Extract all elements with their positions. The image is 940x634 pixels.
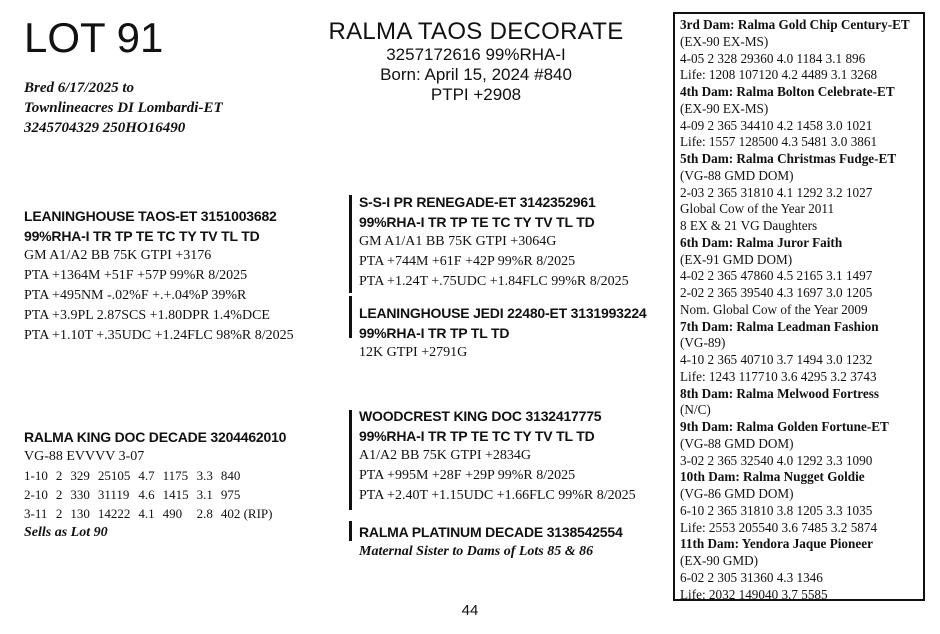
bred-info (24, 78, 223, 138)
sire-line: PTA +1364M +51F +57P 99%R 8/2025 (24, 268, 248, 283)
table-row (24, 466, 280, 485)
bred-line: Townlineacres DI Lombardi-ET (24, 100, 223, 116)
ancestor-dam-detail: 2-03 2 365 31810 4.1 1292 3.2 1027 (680, 184, 873, 200)
record-cell: 25105 (97, 468, 131, 483)
sire-sire-line: PTA +1.24T +.75UDC +1.84FLC 99%R 8/2025 (359, 274, 629, 289)
ancestor-dam-detail: (VG-88 GMD DOM) (680, 435, 794, 451)
sire-line: PTA +3.9PL 2.87SCS +1.80DPR 1.4%DCE (24, 308, 270, 323)
dam-sire-name: WOODCREST KING DOC 3132417775 (359, 408, 602, 424)
record-cell: 4.7 (138, 468, 155, 483)
ancestor-dam-detail: Life: 1208 107120 4.2 4489 3.1 3268 (680, 67, 878, 83)
ancestor-dam-detail: Nom. Global Cow of the Year 2009 (680, 301, 868, 317)
pedigree-bracket (349, 296, 352, 338)
ancestor-dam-detail: (VG-86 GMD DOM) (680, 486, 794, 501)
ancestor-dam-detail: (EX-90 EX-MS) (680, 100, 769, 116)
sire-line: PTA +1.10T +.35UDC +1.24FLC 98%R 8/2025 (24, 328, 294, 343)
record-cell: 330 (70, 487, 90, 502)
ancestor-dam-detail: Life: 2032 149040 3.7 5585 (680, 586, 828, 602)
animal-header (300, 18, 652, 105)
table-row (24, 485, 280, 504)
animal-birthdate: Born: April 15, 2024 #840 (380, 65, 572, 84)
ancestor-dam-detail: 4-10 2 365 40710 3.7 1494 3.0 1232 (680, 352, 873, 367)
sire-sire-block (359, 192, 629, 292)
ancestor-dam-name: 11th Dam: Yendora Jaque Pioneer (680, 536, 873, 552)
dam-sire-line: A1/A2 BB 75K GTPI +2834G (359, 448, 532, 463)
ancestor-dam-detail: (EX-91 GMD DOM) (680, 251, 793, 267)
sire-block (24, 206, 294, 346)
table-row (24, 504, 280, 523)
sire-dam-block (359, 303, 647, 363)
maternal-pedigree-box (673, 12, 925, 601)
animal-name: RALMA TAOS DECORATE (328, 18, 624, 45)
page-number: 44 (461, 602, 479, 619)
sire-sire-codes: 99%RHA-I TR TP TE TC TY TV TL TD (359, 214, 595, 230)
animal-registration: 3257172616 99%RHA-I (386, 45, 566, 64)
record-cell: 3.3 (196, 468, 213, 483)
ancestor-dam-detail: Life: 1557 128500 4.3 5481 3.0 3861 (680, 134, 878, 150)
dam-sire-line: PTA +995M +28F +29P 99%R 8/2025 (359, 468, 576, 483)
bred-line: 3245704329 250HO16490 (24, 120, 186, 136)
dam-sire-line: PTA +2.40T +1.15UDC +1.66FLC 99%R 8/2025 (359, 488, 636, 503)
record-cell: 31119 (97, 487, 130, 502)
record-cell: 2 (55, 468, 63, 483)
sire-sire-line: GM A1/A1 BB 75K GTPI +3064G (359, 234, 557, 249)
ancestor-dam-detail: (EX-90 EX-MS) (680, 33, 769, 49)
record-cell: 975 (220, 487, 241, 502)
pedigree-bracket (349, 521, 352, 541)
sire-sire-name: S-S-I PR RENEGADE-ET 3142352961 (359, 194, 596, 210)
bred-line: Bred 6/17/2025 to (24, 80, 135, 96)
sire-name: LEANINGHOUSE TAOS-ET 3151003682 (24, 208, 277, 224)
ancestor-dam-name: 5th Dam: Ralma Christmas Fudge-ET (680, 151, 897, 166)
record-cell: 4.6 (138, 487, 155, 502)
record-cell: 402 (RIP) (220, 506, 273, 521)
record-cell: 1-10 (24, 468, 48, 483)
sire-dam-line: 12K GTPI +2791G (359, 345, 468, 360)
dam-dam-block (359, 522, 623, 562)
record-cell: 1175 (162, 468, 189, 483)
dam-block (24, 427, 286, 542)
ancestor-dam-detail: (VG-89) (680, 335, 726, 351)
pedigree-bracket (349, 410, 352, 510)
dam-note: Sells as Lot 90 (24, 525, 108, 540)
dam-sire-block (359, 406, 636, 506)
ancestor-dam-name: 8th Dam: Ralma Melwood Fortress (680, 385, 879, 401)
record-cell: 2.8 (196, 506, 213, 521)
ancestor-dam-detail: 4-05 2 328 29360 4.0 1184 3.1 896 (680, 50, 866, 66)
record-cell: 3.1 (196, 487, 213, 502)
record-cell: 2-10 (24, 487, 48, 502)
ancestor-dam-name: 3rd Dam: Ralma Gold Chip Century-ET (680, 17, 910, 32)
ancestor-dam-detail: 4-09 2 365 34410 4.2 1458 3.0 1021 (680, 117, 873, 133)
sire-sire-line: PTA +744M +61F +42P 99%R 8/2025 (359, 254, 576, 269)
ancestor-dam-name: 4th Dam: Ralma Bolton Celebrate-ET (680, 84, 895, 99)
record-cell: 840 (220, 468, 241, 483)
record-cell: 1415 (162, 487, 189, 502)
ancestor-dam-detail: 6-10 2 365 31810 3.8 1205 3.3 1035 (680, 502, 873, 518)
record-cell: 329 (70, 468, 90, 483)
record-cell: 14222 (97, 506, 131, 521)
sire-line: PTA +495NM -.02%F +.+.04%P 39%R (24, 288, 247, 303)
dam-dam-note: Maternal Sister to Dams of Lots 85 & 86 (359, 544, 594, 559)
record-cell: 130 (70, 506, 90, 521)
ancestor-dam-detail: 6-02 2 305 31360 4.3 1346 (680, 569, 823, 585)
ancestor-dam-name: 9th Dam: Ralma Golden Fortune-ET (680, 419, 889, 434)
dam-classification: VG-88 EVVVV 3-07 (24, 449, 145, 464)
ancestor-dam-name: 7th Dam: Ralma Leadman Fashion (680, 318, 879, 334)
dam-sire-codes: 99%RHA-I TR TP TE TC TY TV TL TD (359, 428, 595, 444)
ancestor-dam-name: 10th Dam: Ralma Nugget Goldie (680, 469, 865, 485)
ancestor-dam-detail: 8 EX & 21 VG Daughters (680, 218, 818, 233)
sire-dam-codes: 99%RHA-I TR TP TL TD (359, 325, 510, 341)
sire-dam-name: LEANINGHOUSE JEDI 22480-ET 3131993224 (359, 305, 647, 321)
record-cell: 4.1 (138, 506, 155, 521)
dam-name: RALMA KING DOC DECADE 3204462010 (24, 429, 287, 445)
maternal-pedigree-list (680, 17, 923, 603)
ancestor-dam-detail: (EX-90 GMD) (680, 553, 759, 568)
sire-line: GM A1/A2 BB 75K GTPI +3176 (24, 248, 212, 263)
ancestor-dam-detail: Global Cow of the Year 2011 (680, 201, 835, 217)
ancestor-dam-name: 6th Dam: Ralma Juror Faith (680, 234, 843, 250)
sire-codes: 99%RHA-I TR TP TE TC TY TV TL TD (24, 228, 260, 244)
ancestor-dam-detail: (VG-88 GMD DOM) (680, 167, 794, 183)
ancestor-dam-detail: 4-02 2 365 47860 4.5 2165 3.1 1497 (680, 268, 873, 284)
record-cell: 3-11 (24, 506, 48, 521)
ancestor-dam-detail: Life: 1243 117710 3.6 4295 3.2 3743 (680, 368, 877, 384)
record-cell: 2 (55, 487, 63, 502)
ancestor-dam-detail: 3-02 2 365 32540 4.0 1292 3.3 1090 (680, 452, 873, 468)
ancestor-dam-detail: Life: 2553 205540 3.6 7485 3.2 5874 (680, 519, 878, 535)
lot-number: LOT 91 (24, 14, 164, 61)
pedigree-bracket (349, 195, 352, 293)
ancestor-dam-detail: (N/C) (680, 402, 711, 418)
dam-records-table (24, 466, 280, 523)
dam-dam-name: RALMA PLATINUM DECADE 3138542554 (359, 524, 623, 540)
record-cell: 2 (55, 506, 63, 521)
ancestor-dam-detail: 2-02 2 365 39540 4.3 1697 3.0 1205 (680, 285, 873, 300)
animal-ptpi: PTPI +2908 (430, 85, 522, 104)
record-cell: 490 (162, 506, 183, 521)
